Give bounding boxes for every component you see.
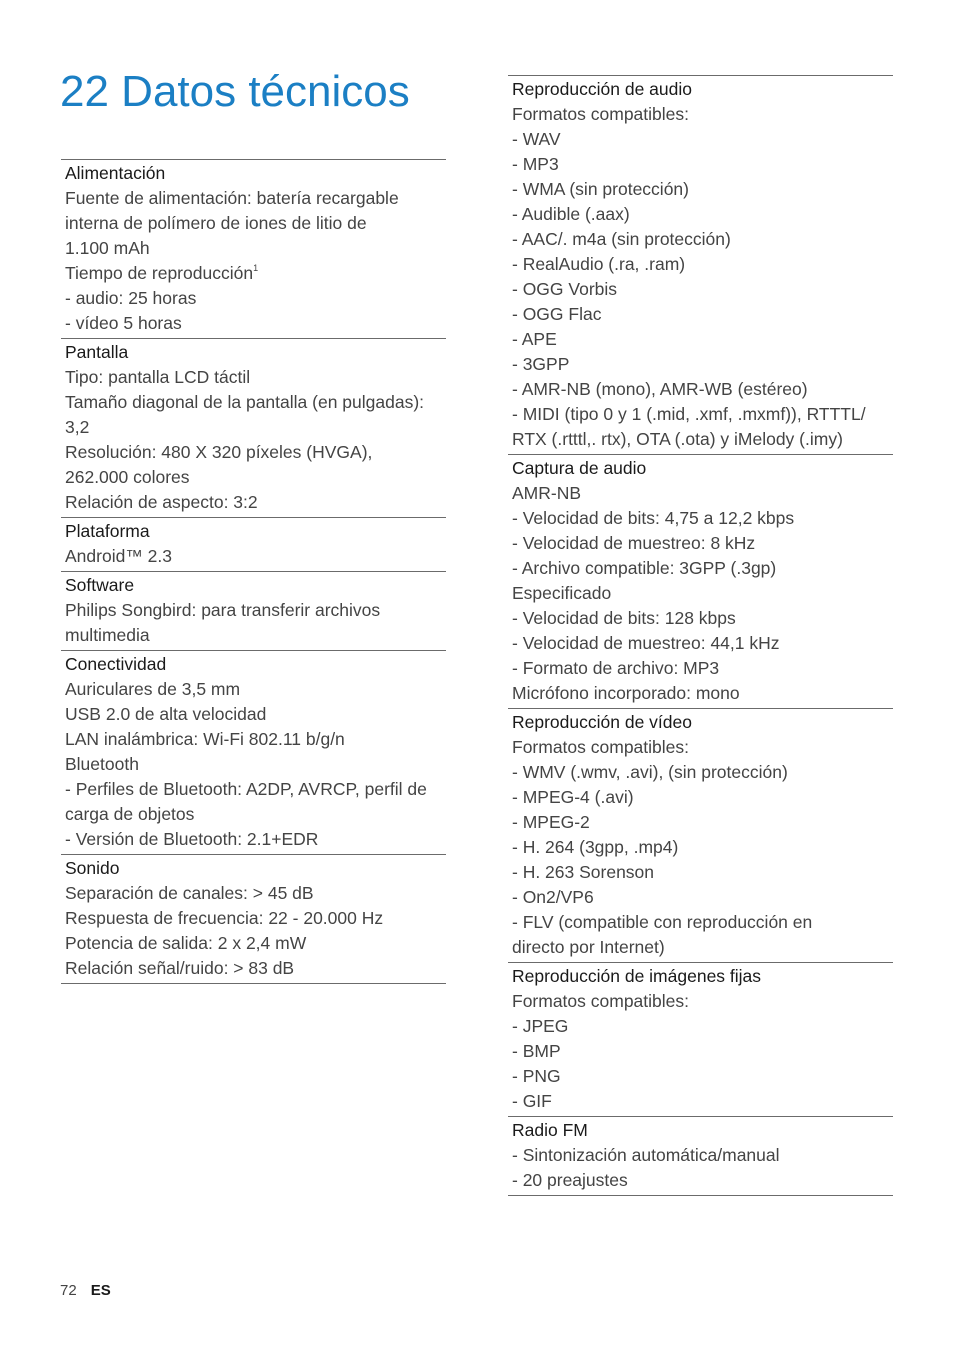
section-heading: Plataforma [65,521,150,541]
spec-line [512,735,893,760]
spec-line [512,631,893,656]
spec-line [65,752,446,777]
section-heading: Reproducción de vídeo [512,712,692,732]
spec-line-text: Philips Songbird: para transferir archivos [65,600,381,620]
spec-line-text: - MP3 [512,154,559,174]
spec-line [512,910,893,935]
section-heading: Conectividad [65,654,167,674]
section-lines [65,544,446,569]
spec-line [512,402,893,427]
spec-line [65,186,446,211]
spec-line [512,581,893,606]
spec-line-text: Respuesta de frecuencia: 22 - 20.000 Hz [65,908,384,928]
section-lines [512,735,893,960]
spec-line-text: - Archivo compatible: 3GPP (.3gp) [512,558,777,578]
spec-line [512,785,893,810]
section-lines [65,365,446,515]
spec-line-text: multimedia [65,625,150,645]
spec-line-text: - On2/VP6 [512,887,594,907]
spec-line-text: - MIDI (tipo 0 y 1 (.mid, .xmf, .mxmf)), RTTTL/ [512,404,866,424]
spec-line-text: interna de polímero de iones de litio de [65,213,367,233]
spec-line [512,202,893,227]
spec-line-text: - JPEG [512,1016,569,1036]
spec-line [65,286,446,311]
section-heading: Software [65,575,135,595]
spec-line-text: Formatos compatibles: [512,104,690,124]
spec-line [65,727,446,752]
spec-line-text: Tipo: pantalla LCD táctil [65,367,251,387]
spec-line-text: - Velocidad de muestreo: 44,1 kHz [512,633,780,653]
spec-section-reproduccion-de-audio [508,75,893,454]
right-spec-column [508,75,893,1196]
page-footer [60,1281,111,1301]
spec-line-text: - RealAudio (.ra, .ram) [512,254,686,274]
spec-line [512,1039,893,1064]
spec-line-text: - OGG Flac [512,304,602,324]
spec-line-text: Tiempo de reproducción [65,263,254,283]
spec-line [512,506,893,531]
spec-line [512,352,893,377]
spec-line-text: directo por Internet) [512,937,665,957]
spec-line-text: 3,2 [65,417,90,437]
spec-line-text: - PNG [512,1066,561,1086]
section-heading: Sonido [65,858,120,878]
spec-line-text: - WMV (.wmv, .avi), (sin protección) [512,762,788,782]
section-lines [512,102,893,452]
spec-line-text: Micrófono incorporado: mono [512,683,740,703]
spec-line-text: Relación de aspecto: 3:2 [65,492,258,512]
spec-line-text: - vídeo 5 horas [65,313,182,333]
spec-line [65,623,446,648]
spec-line [512,989,893,1014]
page-title: 22 Datos técnicos [60,67,410,116]
spec-line-text: AMR-NB [512,483,582,503]
spec-line-text: - OGG Vorbis [512,279,618,299]
spec-line [65,415,446,440]
spec-line-text: - Velocidad de bits: 128 kbps [512,608,736,628]
section-lines [65,881,446,981]
spec-line-text: - Sintonización automática/manual [512,1145,780,1165]
spec-line-text: Especificado [512,583,612,603]
spec-line-text: Formatos compatibles: [512,737,690,757]
spec-line-text: Fuente de alimentación: batería recargable [65,188,399,208]
spec-section-alimentacion [61,159,446,338]
spec-line [65,906,446,931]
section-heading: Reproducción de audio [512,79,692,99]
spec-line [65,802,446,827]
left-spec-column [61,159,446,984]
spec-line-text: Auriculares de 3,5 mm [65,679,241,699]
page-number: 72 [60,1282,77,1299]
spec-line [65,211,446,236]
spec-line [512,885,893,910]
spec-line-text: - 20 preajustes [512,1170,628,1190]
spec-line-text: Android™ 2.3 [65,546,173,566]
spec-line-text: 1.100 mAh [65,238,150,258]
spec-line-text: LAN inalámbrica: Wi-Fi 802.11 b/g/n [65,729,345,749]
spec-line-text: - Perfiles de Bluetooth: A2DP, AVRCP, perfil de [65,779,427,799]
spec-line [512,102,893,127]
spec-line-text: - MPEG-2 [512,812,590,832]
footnote-mark: 1 [253,263,259,273]
spec-line [512,681,893,706]
spec-line [512,177,893,202]
spec-line-text: Tamaño diagonal de la pantalla (en pulgadas): [65,392,425,412]
spec-line-text: - WAV [512,129,561,149]
language-code: ES [90,1282,111,1299]
spec-line [512,1168,893,1193]
spec-section-reproduccion-de-video [508,708,893,962]
spec-line [512,531,893,556]
spec-line-text: carga de objetos [65,804,195,824]
section-heading: Radio FM [512,1120,588,1140]
spec-line [65,702,446,727]
spec-line-text: - Velocidad de bits: 4,75 a 12,2 kbps [512,508,795,528]
spec-line-text: Bluetooth [65,754,139,774]
spec-line [512,556,893,581]
section-lines [65,598,446,648]
spec-line-text: Relación señal/ruido: > 83 dB [65,958,295,978]
spec-section-conectividad [61,650,446,854]
spec-line-text: - MPEG-4 (.avi) [512,787,634,807]
spec-line [512,1014,893,1039]
spec-line [65,311,446,336]
spec-line [65,261,446,286]
spec-line-text: - FLV (compatible con reproducción en [512,912,813,932]
spec-section-reproduccion-de-imagenes-fijas [508,962,893,1116]
spec-line-text: - AAC/. m4a (sin protección) [512,229,731,249]
section-lines [65,677,446,852]
spec-line-text: Potencia de salida: 2 x 2,4 mW [65,933,307,953]
section-lines [512,481,893,706]
spec-line [65,236,446,261]
spec-line-text: - APE [512,329,557,349]
spec-section-sonido [61,854,446,983]
spec-line-text: Separación de canales: > 45 dB [65,883,314,903]
spec-line [512,1143,893,1168]
spec-section-software [61,571,446,650]
spec-line-text: - BMP [512,1041,561,1061]
spec-line-text: - Formato de archivo: MP3 [512,658,720,678]
section-heading: Reproducción de imágenes fijas [512,966,762,986]
spec-line [512,227,893,252]
spec-line-text: Formatos compatibles: [512,991,690,1011]
spec-line [512,127,893,152]
spec-line-text: RTX (.rtttl,. rtx), OTA (.ota) y iMelody (.imy) [512,429,843,449]
spec-line [65,465,446,490]
spec-line-text: - GIF [512,1091,552,1111]
section-lines [512,1143,893,1193]
spec-line [512,1089,893,1114]
spec-line [65,365,446,390]
spec-line [512,810,893,835]
section-lines [65,186,446,336]
spec-line-text: - 3GPP [512,354,570,374]
spec-line-text: Resolución: 480 X 320 píxeles (HVGA), [65,442,373,462]
spec-line [65,544,446,569]
spec-line [65,390,446,415]
spec-line-text: - audio: 25 horas [65,288,197,308]
spec-line [65,881,446,906]
spec-line [65,440,446,465]
spec-line [512,427,893,452]
spec-line-text: - AMR-NB (mono), AMR-WB (estéreo) [512,379,808,399]
spec-line [65,931,446,956]
section-heading: Alimentación [65,163,166,183]
spec-line [65,490,446,515]
spec-section-captura-de-audio [508,454,893,708]
section-heading: Pantalla [65,342,129,362]
spec-line [512,252,893,277]
spec-section-plataforma [61,517,446,571]
spec-line [512,377,893,402]
spec-line-text: - H. 263 Sorenson [512,862,655,882]
spec-line-text: USB 2.0 de alta velocidad [65,704,267,724]
spec-line [512,656,893,681]
spec-line-text: - WMA (sin protección) [512,179,689,199]
spec-line [512,152,893,177]
spec-line [65,827,446,852]
spec-line-text: 262.000 colores [65,467,190,487]
spec-line [512,1064,893,1089]
spec-line [512,835,893,860]
spec-section-pantalla [61,338,446,517]
section-heading: Captura de audio [512,458,647,478]
spec-line [512,760,893,785]
spec-line-text: - Versión de Bluetooth: 2.1+EDR [65,829,319,849]
spec-line [65,956,446,981]
spec-line [512,935,893,960]
spec-line [65,777,446,802]
spec-line [512,606,893,631]
spec-line-text: - H. 264 (3gpp, .mp4) [512,837,679,857]
spec-line-text: - Audible (.aax) [512,204,630,224]
spec-line [512,302,893,327]
spec-line [512,481,893,506]
spec-line [65,677,446,702]
spec-section-radio-fm [508,1116,893,1195]
section-lines [512,989,893,1114]
spec-line [512,277,893,302]
spec-line [65,598,446,623]
spec-line [512,327,893,352]
spec-line-text: - Velocidad de muestreo: 8 kHz [512,533,756,553]
spec-line [512,860,893,885]
